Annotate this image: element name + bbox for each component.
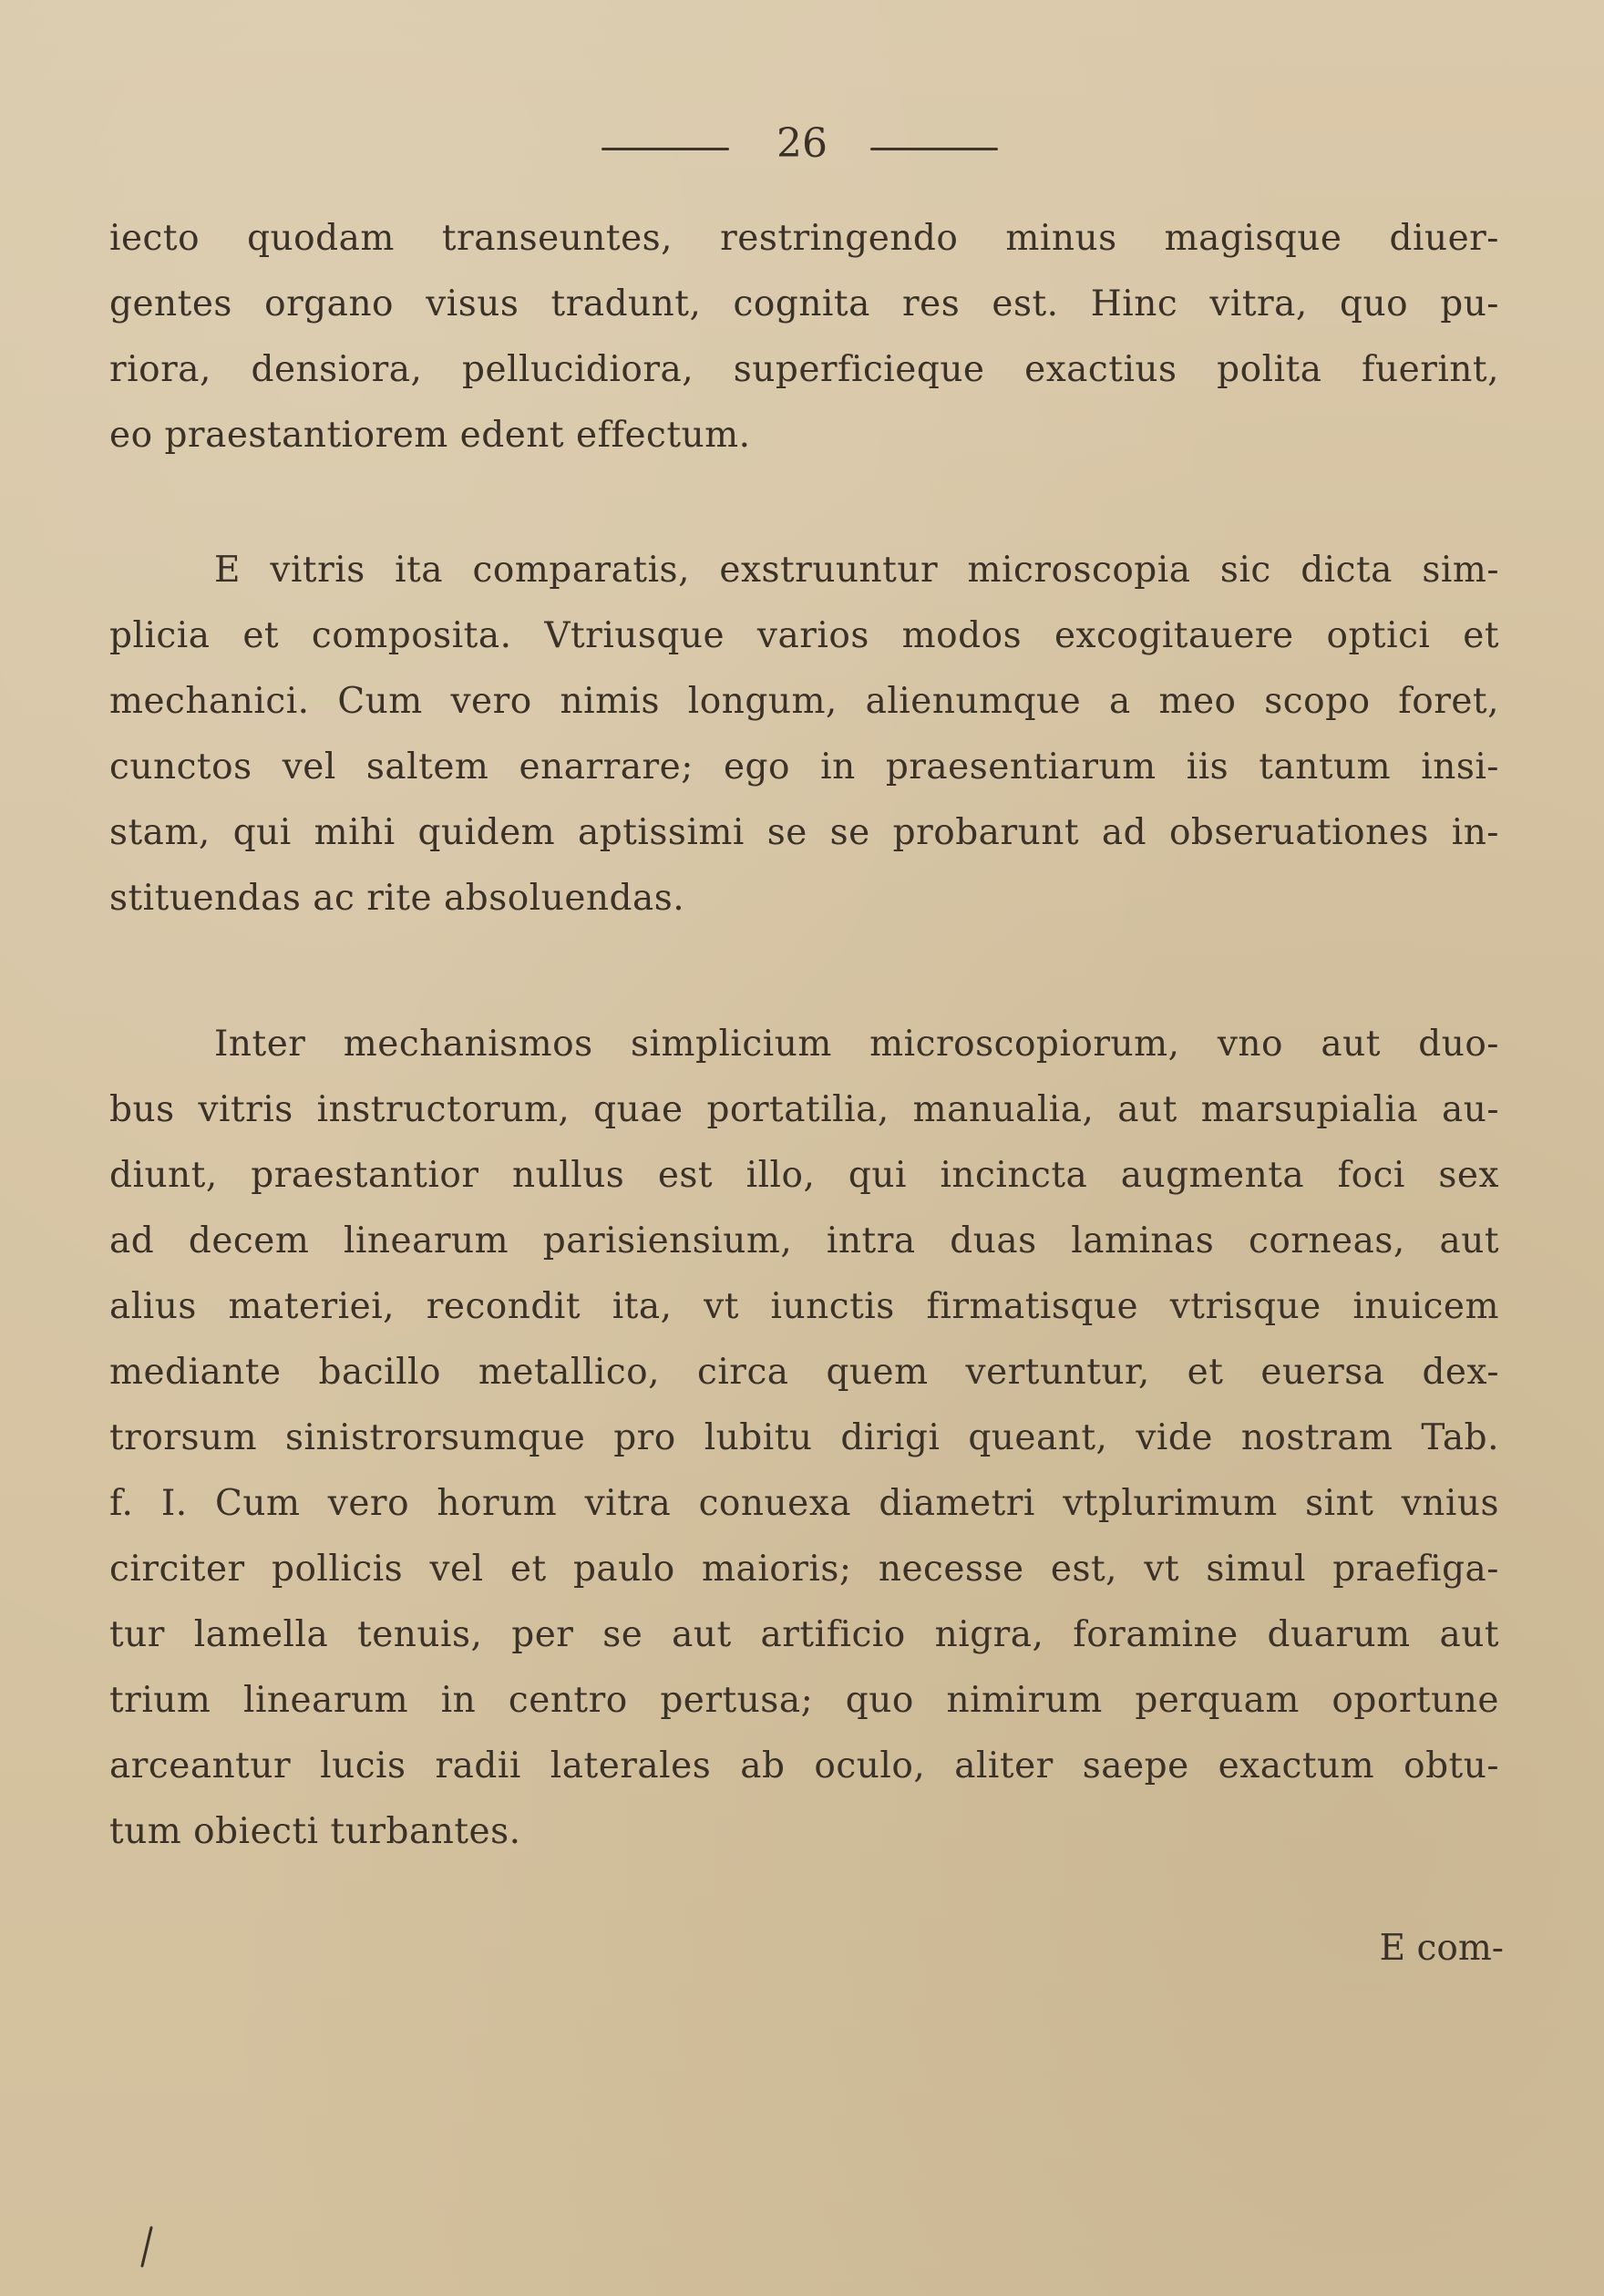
text-line: alius materiei, recondit ita, vt iunctis firmatisque vtrisque inuicem: [109, 1286, 1499, 1327]
paragraph-3: [109, 1012, 1499, 1865]
page-header: [0, 117, 1604, 171]
header-rule-left: [602, 148, 729, 150]
pen-mark: [137, 2224, 157, 2270]
text-line: trium linearum in centro pertusa; quo nimirum perquam oportune: [109, 1680, 1499, 1721]
catchword: E com-: [1379, 1928, 1504, 1969]
text-line: diunt, praestantior nullus est illo, qui incincta augmenta foci sex: [109, 1155, 1499, 1196]
text-line: eo praestantiorem edent effectum.: [109, 415, 751, 456]
text-line: bus vitris instructorum, quae portatilia, manualia, aut marsupialia au-: [109, 1089, 1499, 1130]
text-line: arceantur lucis radii laterales ab oculo, aliter saepe exactum obtu-: [109, 1745, 1499, 1786]
text-line: mechanici. Cum vero nimis longum, alienumque a meo scopo foret,: [109, 681, 1499, 722]
text-line: tur lamella tenuis, per se aut artificio nigra, foramine duarum aut: [109, 1614, 1499, 1655]
text-line: ad decem linearum parisiensium, intra duas laminas corneas, aut: [109, 1220, 1499, 1261]
page-number: 26: [776, 120, 828, 167]
header-rule-right: [870, 148, 998, 150]
text-line: trorsum sinistrorsumque pro lubitu dirigi queant, vide nostram Tab.: [109, 1417, 1499, 1458]
paragraph-2: [109, 538, 1499, 932]
text-line: mediante bacillo metallico, circa quem vertuntur, et euersa dex-: [109, 1352, 1499, 1393]
text-line: stituendas ac rite absoluendas.: [109, 878, 685, 919]
text-line: E vitris ita comparatis, exstruuntur microscopia sic dicta sim-: [214, 550, 1499, 591]
text-line: f. I. Cum vero horum vitra conuexa diametri vtplurimum sint vnius: [109, 1483, 1499, 1524]
text-line: stam, qui mihi quidem aptissimi se se probarunt ad obseruationes in-: [109, 812, 1499, 853]
text-line: plicia et composita. Vtriusque varios modos excogitauere optici et: [109, 615, 1499, 656]
text-line: gentes organo visus tradunt, cognita res est. Hinc vitra, quo pu-: [109, 283, 1499, 324]
paragraph-1: [109, 206, 1499, 468]
text-line: Inter mechanismos simplicium microscopiorum, vno aut duo-: [214, 1024, 1499, 1065]
text-line: circiter pollicis vel et paulo maioris; necesse est, vt simul praefiga-: [109, 1549, 1499, 1590]
text-line: riora, densiora, pellucidiora, superficieque exactius polita fuerint,: [109, 349, 1499, 390]
text-line: iecto quodam transeuntes, restringendo minus magisque diuer-: [109, 218, 1499, 259]
text-line: tum obiecti turbantes.: [109, 1811, 521, 1852]
text-line: cunctos vel saltem enarrare; ego in praesentiarum iis tantum insi-: [109, 746, 1499, 788]
